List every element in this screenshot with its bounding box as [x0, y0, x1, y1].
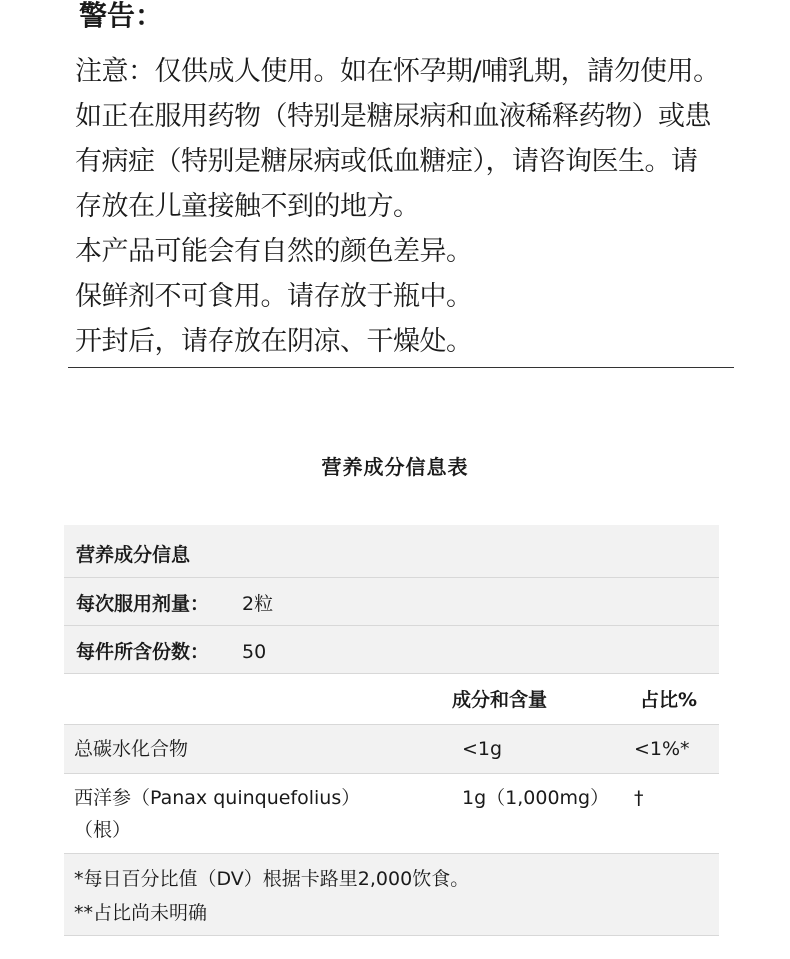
nutrition-header: 营养成分信息	[76, 544, 191, 566]
footnote-row	[64, 854, 719, 936]
warning-line: 开封后，请存放在阴凉、干燥处。	[75, 326, 473, 357]
servings-label: 每件所含份数：	[76, 641, 210, 663]
warning-line: 存放在儿童接触不到的地方。	[75, 191, 420, 222]
warning-heading: 警告：	[79, 0, 164, 32]
ingredient-name: 总碳水化合物	[74, 738, 189, 760]
column-header-amount: 成分和含量	[452, 689, 548, 711]
section-divider	[68, 367, 734, 368]
ingredient-dv: <1%*	[634, 738, 690, 760]
serving-size-label: 每次服用剂量：	[76, 593, 210, 615]
nutrition-header-row	[64, 525, 719, 578]
serving-size-value: 2粒	[242, 593, 274, 615]
footnote: **占比尚未明确	[74, 902, 208, 924]
ingredient-name-line2: （根）	[74, 819, 132, 841]
warning-line: 有病症（特别是糖尿病或低血糖症），请咨询医生。请	[75, 146, 698, 177]
ingredient-name: 西洋参（Panax quinquefolius）	[74, 787, 361, 809]
column-header-dv: 占比%	[640, 689, 698, 711]
serving-size-row	[64, 578, 719, 626]
warning-line: 保鲜剂不可食用。请存放于瓶中。	[75, 281, 473, 312]
footnote: *每日百分比值（DV）根据卡路里2,000饮食。	[74, 868, 470, 890]
warning-line: 注意：仅供成人使用。如在怀孕期/哺乳期，請勿使用。	[75, 56, 720, 87]
nutrition-facts-table	[64, 525, 719, 936]
servings-value: 50	[242, 641, 267, 663]
table-row	[64, 725, 719, 774]
servings-per-container-row	[64, 626, 719, 674]
ingredient-amount: 1g（1,000mg）	[462, 787, 610, 809]
warning-line: 如正在服用药物（特别是糖尿病和血液稀释药物）或患	[75, 101, 711, 132]
warning-line: 本产品可能会有自然的颜色差异。	[75, 236, 473, 267]
table-row	[64, 774, 719, 854]
nutrition-table-title: 营养成分信息表	[321, 455, 469, 479]
ingredient-amount: <1g	[462, 738, 503, 760]
warning-text-block	[75, 49, 765, 364]
column-header-row	[64, 674, 719, 725]
ingredient-dv: †	[634, 787, 644, 809]
